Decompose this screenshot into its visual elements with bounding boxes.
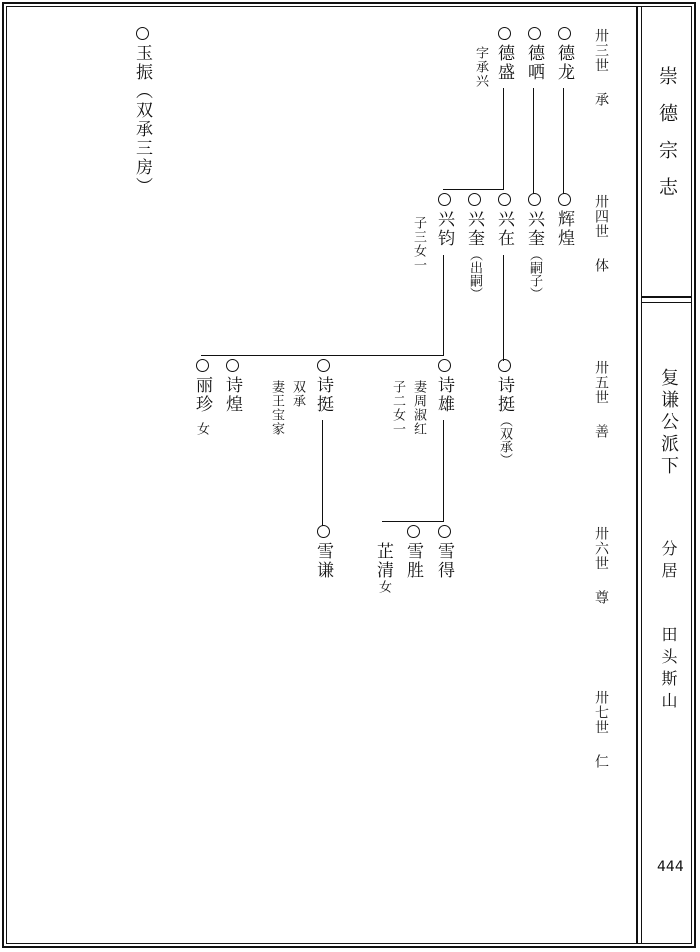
generation-34-char: 体 <box>593 258 609 273</box>
person-marker-circle <box>136 27 149 40</box>
person-marker-circle <box>498 27 511 40</box>
generation-35-label: 卅五世 <box>593 360 609 405</box>
person-marker-circle <box>558 27 571 40</box>
lizhen-gender-note: 女 <box>194 422 209 436</box>
person-marker-circle <box>438 359 451 372</box>
connector-dexi-xingkui <box>533 88 534 194</box>
generation-36-label: 卅六世 <box>593 526 609 571</box>
connector-desheng-down <box>503 88 504 190</box>
header-column-rule-left <box>636 6 638 944</box>
generation-33-char: 承 <box>593 92 609 107</box>
person-shixiong: 诗雄 <box>435 359 452 414</box>
person-marker-circle <box>528 27 541 40</box>
person-marker-circle <box>558 193 571 206</box>
connector-xingzai-shiting <box>503 255 504 361</box>
connector-shixiong-children-bar <box>382 521 444 522</box>
generation-35-char: 善 <box>593 424 609 439</box>
person-xuesheng: 雪胜 <box>404 525 421 580</box>
header-column-rule-left-thin <box>641 6 642 944</box>
location-label: 田头斯山 <box>659 626 678 714</box>
person-zhiqing: 芷清女 <box>373 542 393 593</box>
generation-37-char: 仁 <box>593 754 609 769</box>
person-marker-circle <box>438 193 451 206</box>
page-inner-border <box>6 6 692 944</box>
person-huihuang: 辉煌 <box>555 193 572 248</box>
generation-36-char: 尊 <box>593 590 609 605</box>
person-xingkui-outadopted: 兴奎（出嗣） <box>465 193 482 300</box>
split-label: 分居 <box>659 540 678 584</box>
person-marker-circle <box>528 193 541 206</box>
connector-delong-huihuang <box>563 88 564 194</box>
person-shihuang: 诗煌 <box>223 359 240 414</box>
connector-xingjun-children-bar <box>201 355 444 356</box>
desheng-courtesy-name: 字承兴 <box>473 46 488 88</box>
shiting-dual-note: 双承 <box>290 380 305 408</box>
connector-desheng-children-bar <box>443 189 504 190</box>
person-marker-circle <box>438 525 451 538</box>
person-xingzai: 兴在 <box>495 193 512 248</box>
xingjun-children-note: 子三女一 <box>411 216 426 272</box>
connector-xingjun-down <box>443 255 444 356</box>
person-xingkui-adopted: 兴奎（嗣子） <box>525 193 542 300</box>
person-lizhen: 丽珍 <box>193 359 210 414</box>
person-desheng: 德盛 <box>495 27 512 82</box>
person-marker-circle <box>317 525 330 538</box>
person-dexi: 德哂 <box>525 27 542 82</box>
page-number: 444 <box>657 859 684 875</box>
branch-title: 复谦公派下 <box>658 368 679 478</box>
shixiong-children-note: 子二女一 <box>390 380 405 436</box>
header-divider-top <box>642 296 692 298</box>
book-title: 崇德宗志 <box>656 66 678 214</box>
person-delong: 德龙 <box>555 27 572 82</box>
person-marker-circle <box>317 359 330 372</box>
connector-shixiong-down <box>443 420 444 522</box>
person-shiting: 诗挺 <box>314 359 331 414</box>
person-xuede: 雪得 <box>435 525 452 580</box>
person-marker-circle <box>468 193 481 206</box>
person-xingjun: 兴钧 <box>435 193 452 248</box>
person-marker-circle <box>196 359 209 372</box>
header-divider-bottom <box>642 302 692 303</box>
person-marker-circle <box>226 359 239 372</box>
shiting-wife-note: 妻王宝家 <box>269 380 284 436</box>
person-marker-circle <box>498 193 511 206</box>
generation-33-label: 卅三世 <box>593 28 609 73</box>
person-marker-circle <box>498 359 511 372</box>
connector-shiting-xueqian <box>322 420 323 526</box>
person-shiting-dual: 诗挺（双承） <box>495 359 512 466</box>
shixiong-wife-note: 妻周淑红 <box>411 380 426 436</box>
person-yuzhen: 玉振（双承三房） <box>133 27 150 196</box>
generation-34-label: 卅四世 <box>593 194 609 239</box>
generation-37-label: 卅七世 <box>593 690 609 735</box>
person-marker-circle <box>407 525 420 538</box>
person-xueqian: 雪谦 <box>314 525 331 580</box>
